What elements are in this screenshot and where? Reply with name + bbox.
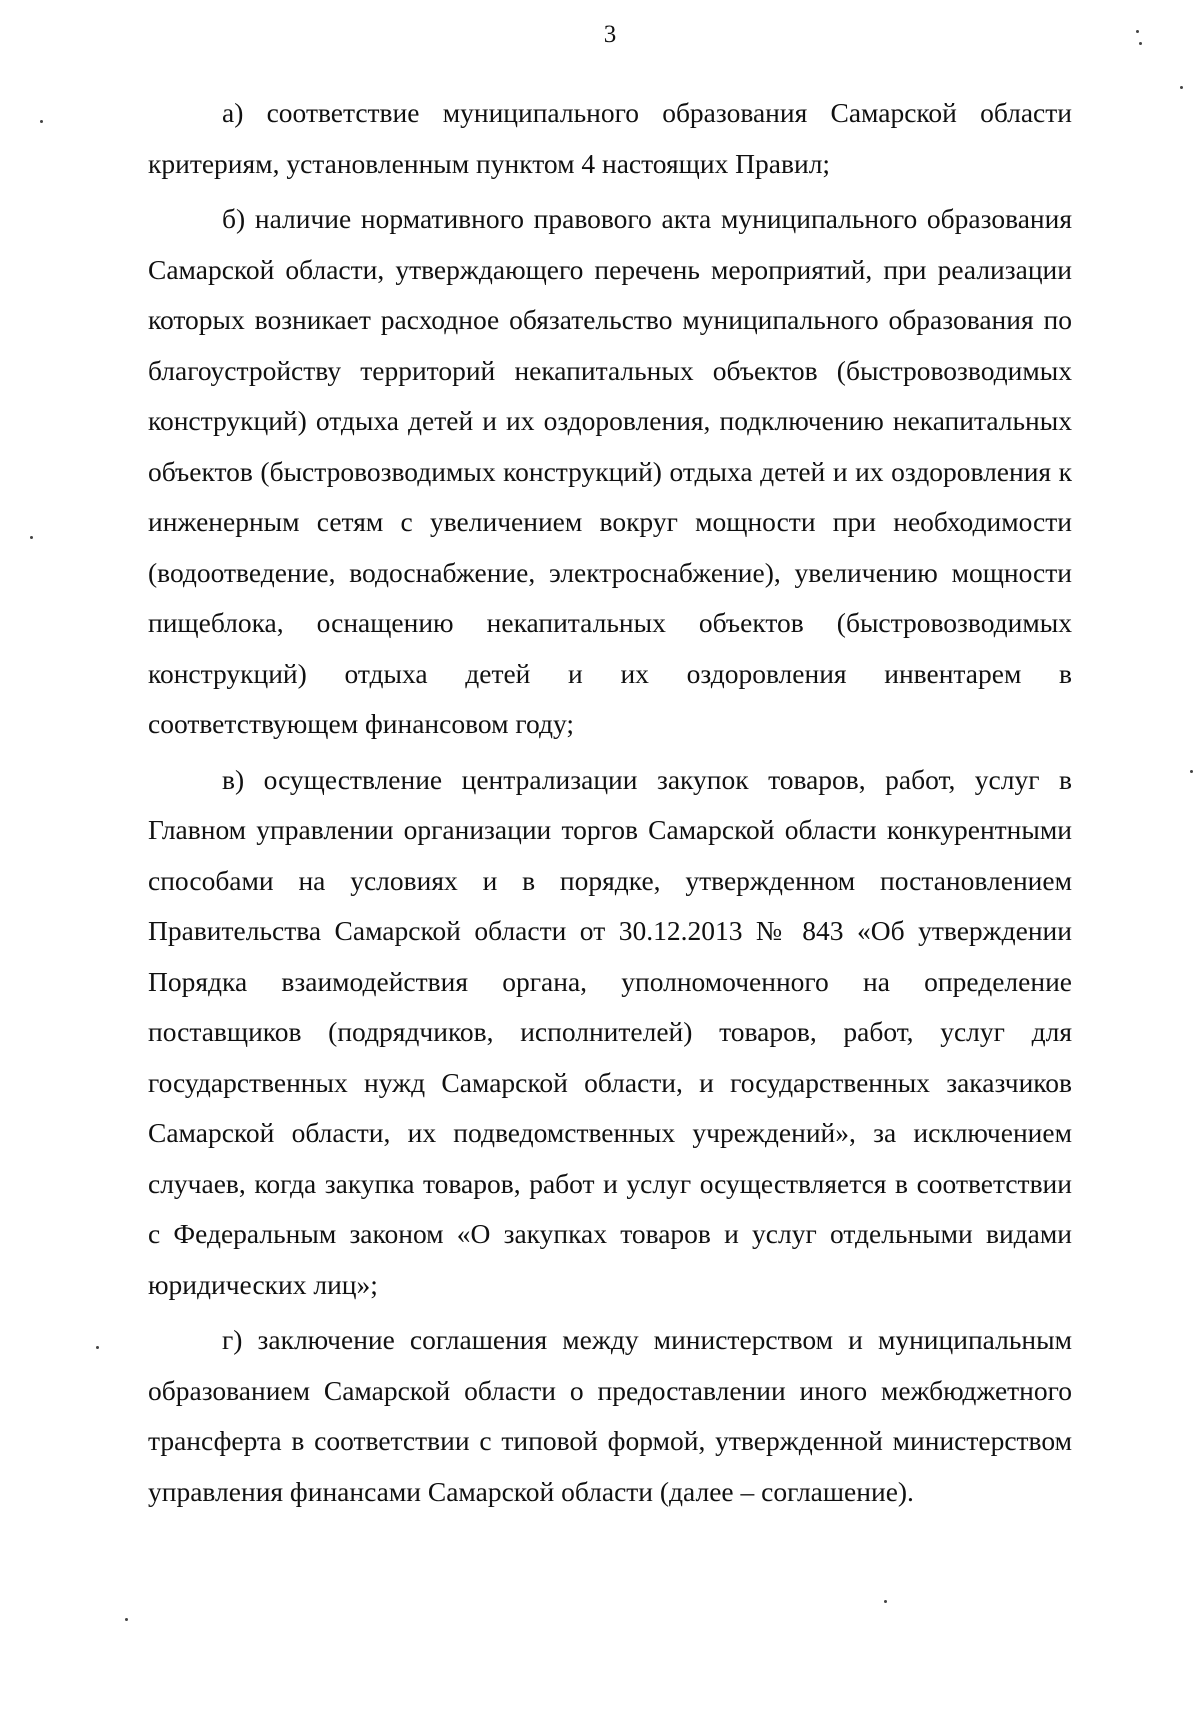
- document-body: [148, 88, 1072, 1522]
- page-number: 3: [603, 21, 617, 48]
- scan-speck: [96, 1346, 99, 1349]
- scan-speck: [1139, 42, 1142, 45]
- paragraph-g: г) заключение соглашения между министерством и муниципальным образованием Самарской области о предоставлении иного межбюджетного трансферта в соответствии с типовой формой, утвержденной министерством управления финансами Самарской области (далее – соглашение).: [148, 1324, 1072, 1507]
- scan-speck: [40, 120, 43, 123]
- paragraph-a: а) соответствие муниципального образования Самарской области критериям, установленным пунктом 4 настоящих Правил;: [148, 97, 1072, 179]
- paragraph-v: в) осуществление централизации закупок товаров, работ, услуг в Главном управлении организации торгов Самарской области конкурентными способами на условиях и в порядке, утвержденном постановлением Правительства Самарской области от 30.12.2013 № 843 «Об утверждении Порядка взаимодействия органа, уполномоченного на определение поставщиков (подрядчиков, исполнителей) товаров, работ, услуг для государственных нужд Самарской области, и государственных заказчиков Самарской области, их подведомственных учреждений», за исключением случаев, когда закупка товаров, работ и услуг осуществляется в соответствии с Федеральным законом «О закупках товаров и услуг отдельными видами юридических лиц»;: [148, 763, 1072, 1300]
- scan-speck: [1136, 30, 1139, 33]
- scan-speck: [884, 1600, 887, 1603]
- scan-speck: [30, 536, 33, 539]
- scan-speck: [1190, 770, 1193, 773]
- scan-speck: [1180, 86, 1183, 89]
- scan-speck: [125, 1618, 128, 1621]
- paragraph-b: б) наличие нормативного правового акта муниципального образования Самарской области, утверждающего перечень мероприятий, при реализации которых возникает расходное обязательство муниципального образования по благоустройству территорий некапитальных объектов (быстровозводимых конструкций) отдыха детей и их оздоровления, подключению некапитальных объектов (быстровозводимых конструкций) отдыха детей и их оздоровления к инженерным сетям с увеличением вокруг мощности при необходимости (водоотведение, водоснабжение, электроснабжение), увеличению мощности пищеблока, оснащению некапитальных объектов (быстровозводимых конструкций) отдыха детей и их оздоровления инвентарем в соответствующем финансовом году;: [148, 203, 1072, 739]
